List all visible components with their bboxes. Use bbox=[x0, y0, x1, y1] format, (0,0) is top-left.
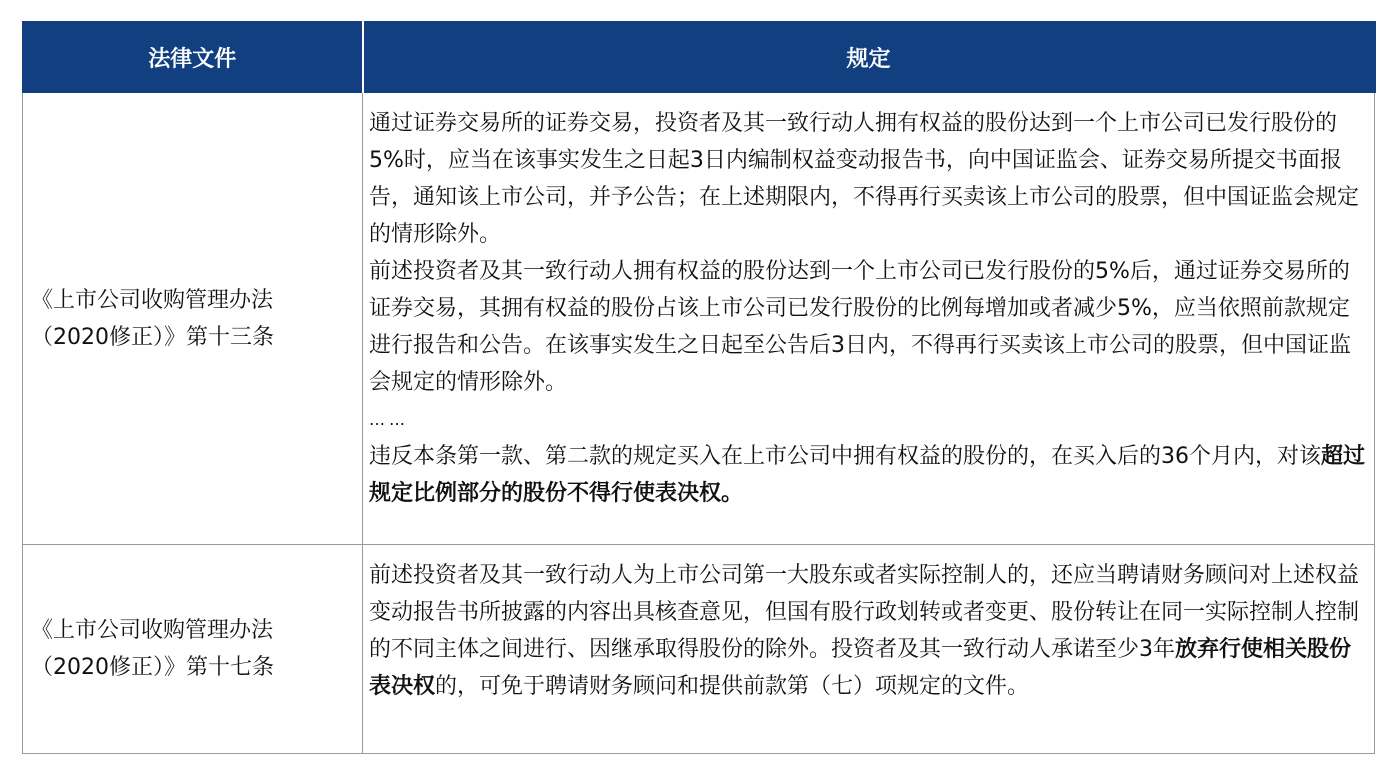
document-name-line2: （2020修正）》第十三条 bbox=[31, 324, 274, 350]
rule-paragraph bbox=[369, 438, 1366, 512]
table-row bbox=[23, 93, 1375, 545]
document-cell bbox=[23, 545, 363, 754]
rule-paragraph bbox=[369, 557, 1366, 705]
document-name-line1: 《上市公司收购管理办法 bbox=[31, 287, 274, 313]
rule-paragraph: 通过证券交易所的证券交易，投资者及其一致行动人拥有权益的股份达到一个上市公司已发行股份的5%时，应当在该事实发生之日起3日内编制权益变动报告书，向中国证监会、证券交易所提交书面报告，通知该上市公司，并予公告；在上述期限内，不得再行买卖该上市公司的股票，但中国证监会规定的情形除外。 bbox=[369, 111, 1360, 247]
table-row bbox=[23, 545, 1375, 754]
header-rule: 规定 bbox=[363, 22, 1375, 93]
rule-emphasis: 超过规定比例部分的股份不得行使表决权。 bbox=[369, 444, 1366, 506]
rule-text: 的，可免于聘请财务顾问和提供前款第（七）项规定的文件。 bbox=[435, 674, 1030, 699]
document-cell bbox=[23, 93, 363, 545]
table-header-row bbox=[23, 22, 1375, 93]
law-table bbox=[22, 21, 1376, 754]
rule-emphasis: 放弃行使相关股份表决权 bbox=[369, 637, 1352, 699]
rule-text: 前述投资者及其一致行动人为上市公司第一大股东或者实际控制人的，还应当聘请财务顾问对上述权益变动报告书所披露的内容出具核查意见，但国有股行政划转或者变更、股份转让在同一实际控制人控制的不同主体之间进行、因继承取得股份的除外。投资者及其一致行动人承诺至少3年 bbox=[369, 563, 1360, 662]
document-name-line2: （2020修正）》第十七条 bbox=[31, 655, 274, 680]
rule-cell bbox=[363, 545, 1375, 754]
rule-cell bbox=[363, 93, 1375, 545]
document-name-line1: 《上市公司收购管理办法 bbox=[31, 618, 274, 643]
rule-paragraph: 前述投资者及其一致行动人拥有权益的股份达到一个上市公司已发行股份的5%后，通过证券交易所的证券交易，其拥有权益的股份占该上市公司已发行股份的比例每增加或者减少5%，应当依照前款规定进行报告和公告。在该事实发生之日起至公告后3日内，不得再行买卖该上市公司的股票，但中国证监会规定的情形除外。 bbox=[369, 259, 1352, 395]
header-document: 法律文件 bbox=[23, 22, 363, 93]
rule-text: 违反本条第一款、第二款的规定买入在上市公司中拥有权益的股份的，在买入后的36个月内，对该 bbox=[369, 444, 1321, 469]
ellipsis: …… bbox=[369, 410, 409, 429]
